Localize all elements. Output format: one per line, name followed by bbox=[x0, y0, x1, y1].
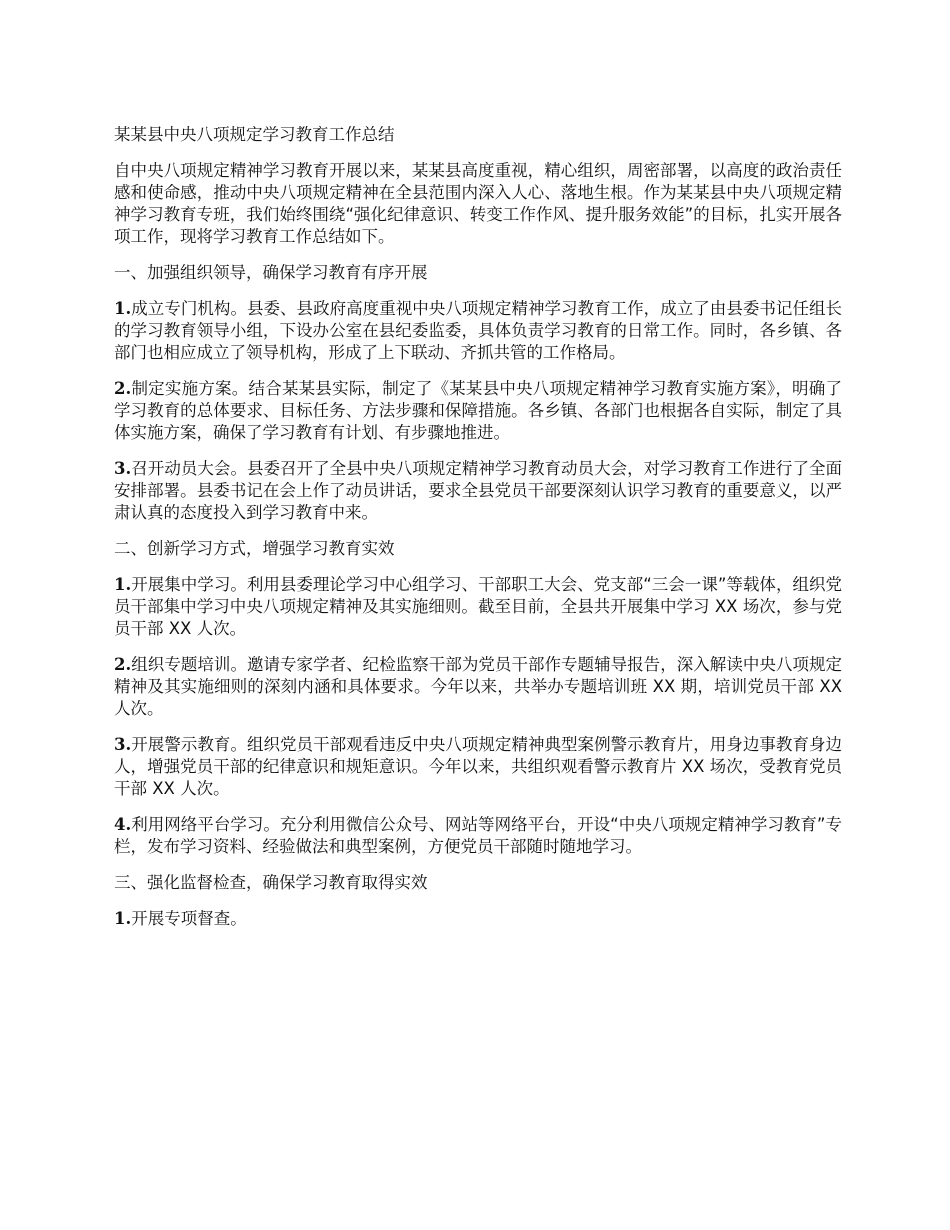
section-heading: 一、加强组织领导，确保学习教育有序开展 bbox=[114, 263, 428, 282]
list-item bbox=[114, 458, 842, 524]
item-number: 4. bbox=[114, 815, 132, 834]
list-item bbox=[114, 298, 842, 364]
item-text: 组织专题培训。邀请专家学者、纪检监察干部为党员干部作专题辅导报告，深入解读中央八项规定精神及其实施细则的深刻内涵和具体要求。今年以来，共举办专题培训班 XX 期，培训党员干部 XX 人次。 bbox=[114, 655, 842, 718]
item-text: 开展集中学习。利用县委理论学习中心组学习、干部职工大会、党支部“三会一课”等载体，组织党员干部集中学习中央八项规定精神及其实施细则。截至目前，全县共开展集中学习 XX 场次，参与党员干部 XX 人次。 bbox=[114, 575, 842, 638]
intro-paragraph: 自中央八项规定精神学习教育开展以来，某某县高度重视，精心组织，周密部署，以高度的政治责任感和使命感，推动中央八项规定精神在全县范围内深入人心、落地生根。作为某某县中央八项规定精神学习教育专班，我们始终围绕“强化纪律意识、转变工作作风、提升服务效能”的目标，扎实开展各项工作，现将学习教育工作总结如下。 bbox=[114, 161, 842, 246]
item-text: 召开动员大会。县委召开了全县中央八项规定精神学习教育动员大会，对学习教育工作进行了全面安排部署。县委书记在会上作了动员讲话，要求全县党员干部要深刻认识学习教育的重要意义，以严肃认真的态度投入到学习教育中来。 bbox=[114, 459, 842, 522]
section-heading: 三、强化监督检查，确保学习教育取得实效 bbox=[114, 873, 428, 892]
document-title: 某某县中央八项规定学习教育工作总结 bbox=[114, 125, 395, 144]
list-item bbox=[114, 734, 842, 800]
item-text: 开展警示教育。组织党员干部观看违反中央八项规定精神典型案例警示教育片，用身边事教育身边人，增强党员干部的纪律意识和规矩意识。今年以来，共组织观看警示教育片 XX 场次，受教育党员干部 XX 人次。 bbox=[114, 735, 842, 798]
item-number: 1. bbox=[114, 575, 132, 594]
section-2 bbox=[114, 538, 842, 858]
list-item bbox=[114, 654, 842, 720]
list-item bbox=[114, 378, 842, 444]
item-number: 1. bbox=[114, 299, 132, 318]
item-text: 开展专项督查。 bbox=[131, 909, 247, 928]
item-text: 成立专门机构。县委、县政府高度重视中央八项规定精神学习教育工作，成立了由县委书记任组长的学习教育领导小组，下设办公室在县纪委监委，具体负责学习教育的日常工作。同时，各乡镇、各部门也相应成立了领导机构，形成了上下联动、齐抓共管的工作格局。 bbox=[114, 299, 842, 362]
item-number: 1. bbox=[114, 909, 132, 928]
item-number: 2. bbox=[114, 379, 132, 398]
item-text: 利用网络平台学习。充分利用微信公众号、网站等网络平台，开设“中央八项规定精神学习教育”专栏，发布学习资料、经验做法和典型案例，方便党员干部随时随地学习。 bbox=[114, 815, 842, 856]
list-item bbox=[114, 814, 842, 858]
item-number: 3. bbox=[114, 735, 132, 754]
list-item bbox=[114, 908, 842, 930]
item-number: 2. bbox=[114, 655, 132, 674]
section-3 bbox=[114, 872, 842, 930]
item-number: 3. bbox=[114, 459, 132, 478]
document-page bbox=[114, 124, 842, 944]
item-text: 制定实施方案。结合某某县实际，制定了《某某县中央八项规定精神学习教育实施方案》，明确了学习教育的总体要求、目标任务、方法步骤和保障措施。各乡镇、各部门也根据各自实际，制定了具体实施方案，确保了学习教育有计划、有步骤地推进。 bbox=[114, 379, 842, 442]
section-heading: 二、创新学习方式，增强学习教育实效 bbox=[114, 539, 395, 558]
section-1 bbox=[114, 262, 842, 524]
list-item bbox=[114, 574, 842, 640]
